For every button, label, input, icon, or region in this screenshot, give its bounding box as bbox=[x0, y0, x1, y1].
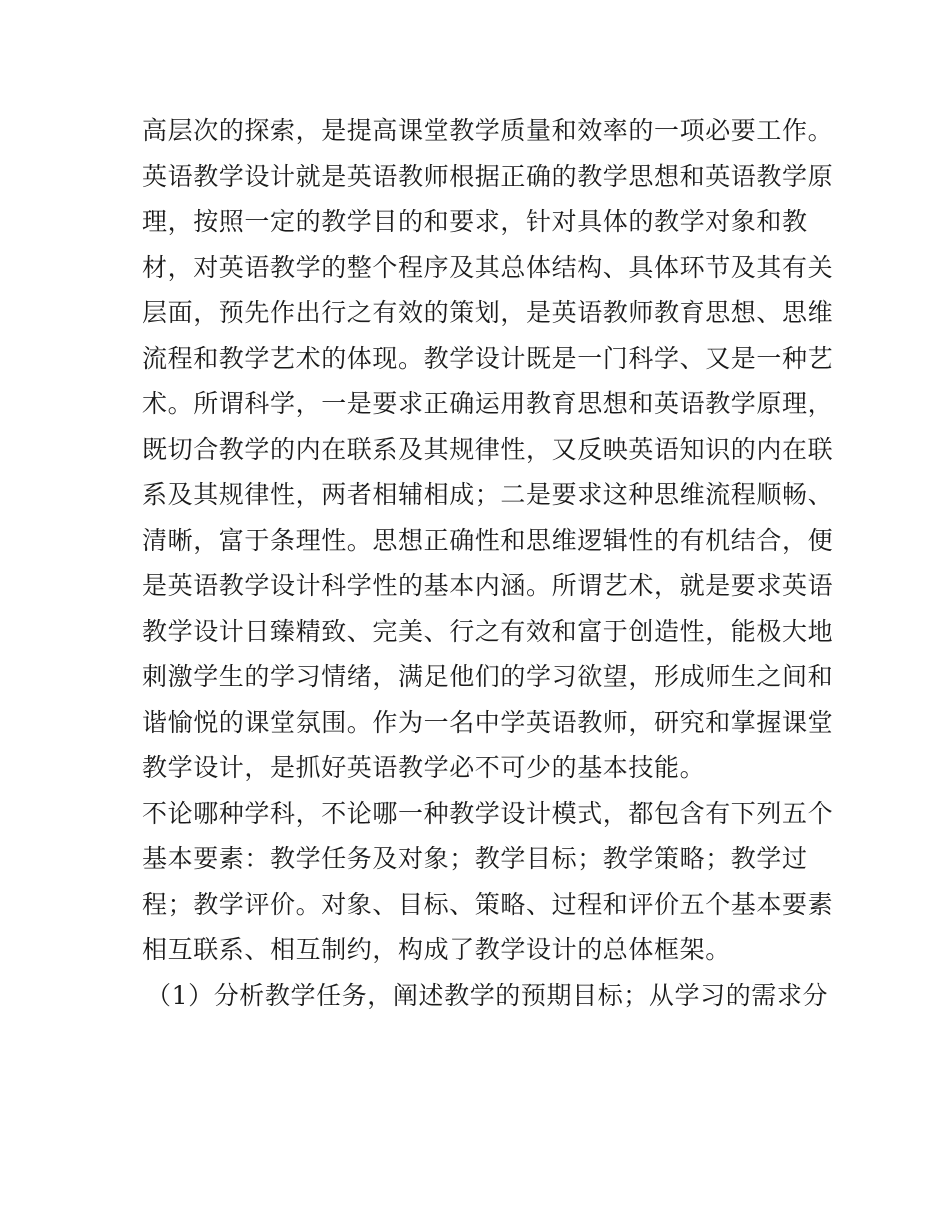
text-line: 既切合教学的内在联系及其规律性，又反映英语知识的内在联 bbox=[142, 434, 834, 464]
text-line: 教学设计日臻精致、完美、行之有效和富于创造性，能极大地 bbox=[142, 616, 834, 646]
text-line: 谐愉悦的课堂氛围。作为一名中学英语教师，研究和掌握课堂 bbox=[142, 707, 834, 737]
text-line: 基本要素：教学任务及对象；教学目标；教学策略；教学过 bbox=[142, 844, 808, 873]
text-line: （1）分析教学任务，阐述教学的预期目标；从学习的需求分 bbox=[146, 980, 829, 1010]
text-line: 教学设计，是抓好英语教学必不可少的基本技能。 bbox=[142, 753, 706, 782]
text-line: 英语教学设计就是英语教师根据正确的教学思想和英语教学原 bbox=[142, 161, 834, 191]
text-line: 刺激学生的学习情绪，满足他们的学习欲望，形成师生之间和 bbox=[142, 662, 834, 691]
text-line: 系及其规律性，两者相辅相成；二是要求这种思维流程顺畅、 bbox=[142, 480, 834, 509]
text-line: 是英语教学设计科学性的基本内涵。所谓艺术，就是要求英语 bbox=[142, 571, 834, 600]
text-line: 材，对英语教学的整个程序及其总体结构、具体环节及其有关 bbox=[142, 252, 834, 282]
text-line: 流程和教学艺术的体现。教学设计既是一门科学、又是一种艺 bbox=[142, 343, 834, 373]
text-line: 程；教学评价。对象、目标、策略、过程和评价五个基本要素 bbox=[142, 889, 834, 919]
text-line: 不论哪种学科，不论哪一种教学设计模式，都包含有下列五个 bbox=[142, 798, 834, 828]
text-line: 术。所谓科学，一是要求正确运用教育思想和英语教学原理， bbox=[142, 389, 834, 418]
body-text bbox=[142, 108, 834, 1018]
text-line: 理，按照一定的教学目的和要求，针对具体的教学对象和教 bbox=[142, 207, 808, 236]
text-line: 高层次的探索，是提高课堂教学质量和效率的一项必要工作。 bbox=[142, 116, 834, 145]
text-line: 清晰，富于条理性。思想正确性和思维逻辑性的有机结合，便 bbox=[142, 525, 834, 555]
text-line: 相互联系、相互制约，构成了教学设计的总体框架。 bbox=[142, 935, 731, 964]
text-line: 层面，预先作出行之有效的策划，是英语教师教育思想、思维 bbox=[142, 298, 834, 327]
